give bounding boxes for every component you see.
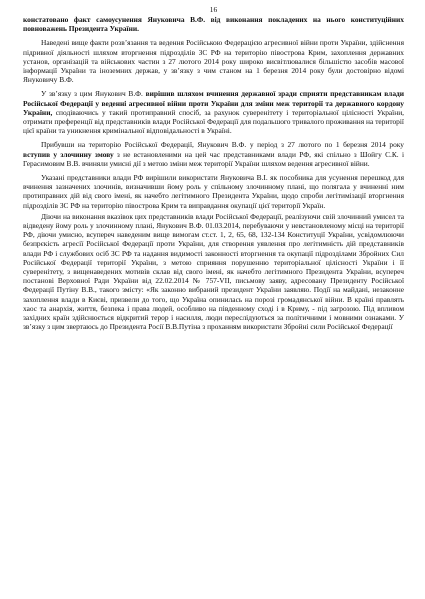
bold-text: констатовано факт самоусунення Януковича В.Ф. від виконання покладених на нього конституційних повноважень Президента України. [23, 15, 404, 34]
paragraph [23, 89, 404, 135]
paragraph [23, 212, 404, 332]
text: Діючи на виконання вказівок цих представників влади Російської Федерації, реалізуючи свій злочинний умисел та відведену йому роль у злочинному плані, Янукович В.Ф. 01.03.2014, перебуваючи у невстановленому місці на території РФ, діючи умисно, всупереч наведеним вище вимогам ст.ст. 1, 2, 65, 68, 132-134 Конституції України, усвідомлюючи безпрєкість агресії Російської Федерації проти України, для створення уявлення про легітимність дій представників влади РФ і службових осіб ЗС РФ та надання видимості законності вторгнення та окупації підрозділами Збройних Сил Російської Федерації території України, з метою сприяння порушенню територіальної цілісності України і її суверенітету, з вищенаведених мотивів склав від свого імені, як начебто легітимного Президента України, всупереч постанові Верховної Ради України від 22.02.2014 № 757-VII, письмову заяву, адресовану Президенту Російської Федерації Путіну В.В., такого змісту: «Як законно вибраний президент України заявляю. Події на майдані, незаконне захоплення влади в Києві, призвели до того, що Україна опинилась на порозі громадянської війни. В країні правлять хаос та анархія, життя, безпека і права людей, особливо на південному сході і в Криму, - під загрозою. Під впливом західних країн здійснюється відкритий терор і насилля, люди переслідуються за політичними і мовними ознаками. У зв’язку з цим звертаюсь до Президента Росії В.В.Путіна з проханням використати Збройні сили Російської Федерації [23, 211, 404, 332]
paragraph [23, 38, 404, 84]
paragraph [23, 173, 404, 210]
page-number: 16 [209, 5, 218, 14]
paragraph [23, 140, 404, 168]
text: Прибувши на територію Російської Федерації, Янукович В.Ф. у період з 27 лютого по 1 березня 2014 року [41, 140, 404, 150]
bold-text: вирішив шляхом вчинення державної зради сприяти представникам влади Російської Федерації у веденні агресивної війни проти України для зміни меж території та державного кордону України, [23, 89, 405, 117]
bold-text: вступив у злочинну змову [23, 149, 114, 159]
text: Указані представники влади РФ вирішили використати Януковича В.І. як пособника для усунення перешкод для вчинення зазначених злочинів, визначивши йому роль у спільному злочинному плані, що полягала у вчиненні ним протиправних дій від свого імені, як начебто легітимного Президента України, щодо спроби легітимізації вторгнення підрозділів ЗС РФ на територію півострова Крим та виправдання окупації цієї території Україн. [23, 173, 404, 210]
text: У зв’язку з цим Янукович В.Ф. [41, 89, 146, 99]
text: сподіваючись у такий протиправний спосіб, за рахунок суверенітету і територіальної цілісності України, отримати преференції від представників влади Російської Федерації для подальшого тривалого проживання на території цієї країни та уникнення кримінальної відповідальності в Україні. [23, 107, 404, 136]
text: з не встановленими на цей час представниками влади РФ, які спільно з Шойгу С.К. і Герасимовим В.В. вчиняли умисні дії з метою зміни меж території України шляхом ведення агресивної війни. [23, 149, 404, 168]
document-body [23, 15, 404, 332]
text: Наведені вище факти розв’язання та ведення Російською Федерацією агресивної війни проти України, здійснення підривної діяльності шляхом вторгнення підрозділів ЗС РФ на територію півострова Крим, захоплення державних установ, організацій та військових частин з 27 лютого 2014 року широко висвітлювалися більшістю засобів масової інформації України та іноземних держав, у зв’язку з чим станом на 1 березня 2014 року були достовірно відомі Януковичу В.Ф. [23, 38, 404, 85]
paragraph [23, 15, 404, 33]
